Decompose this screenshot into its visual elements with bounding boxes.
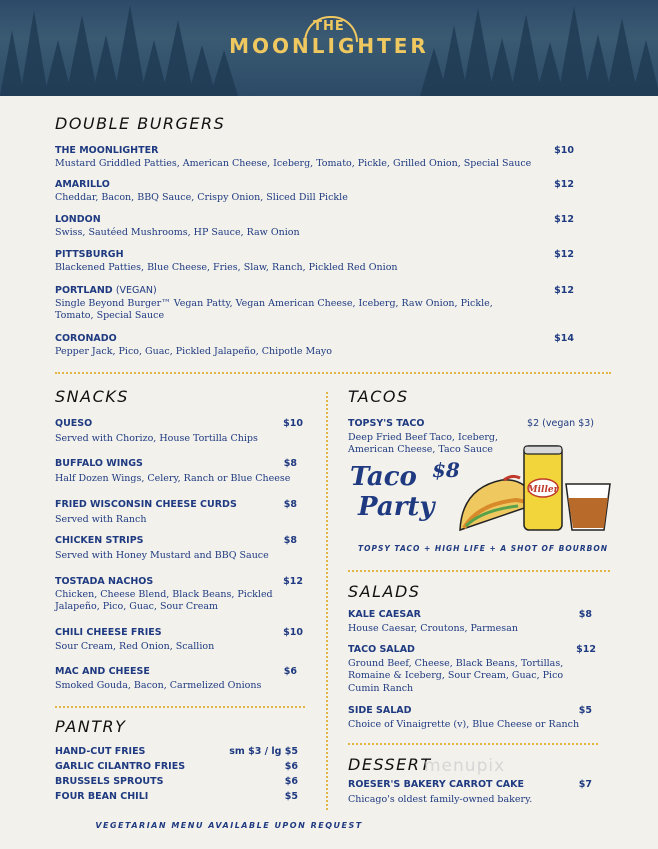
item-name: AMARILLO	[55, 179, 110, 190]
bourbon-shot-icon	[566, 484, 610, 530]
item-price: $12	[554, 249, 574, 260]
item-description: Deep Fried Beef Taco, Iceberg,	[348, 431, 499, 443]
menu-item	[55, 761, 185, 774]
beer-can-icon	[524, 446, 562, 530]
item-description: American Cheese, Taco Sauce	[348, 444, 493, 455]
item-description: Choice of Vinaigrette (v), Blue Cheese or Ranch	[348, 718, 580, 730]
item-name: MAC AND CHEESE	[55, 666, 150, 677]
item-price: sm $3 / lg $5	[229, 746, 298, 757]
item-price: $12	[554, 179, 574, 190]
item-description: Chicken, Cheese Blend, Black Beans, Pickled	[55, 588, 273, 600]
item-name: HAND-CUT FRIES	[55, 746, 146, 757]
menu-item	[55, 214, 300, 239]
can-label: Miller	[527, 485, 559, 495]
menu-item	[55, 333, 332, 358]
item-description: Sour Cream, Red Onion, Scallion	[55, 640, 215, 652]
item-price: $10	[554, 145, 574, 156]
item-description: House Caesar, Croutons, Parmesan	[348, 622, 518, 634]
section-title-salads: SALADS	[348, 582, 421, 601]
section-title-snacks: SNACKS	[55, 387, 129, 406]
item-name: PITTSBURGH	[55, 249, 124, 260]
item-description: Jalapeño, Pico, Guac, Sour Cream	[55, 601, 219, 612]
menu-item	[55, 666, 261, 692]
item-price: $14	[554, 333, 574, 344]
menu-item	[55, 285, 493, 323]
item-description: Ground Beef, Cheese, Black Beans, Tortillas,	[348, 657, 564, 669]
taco-party-promo	[348, 444, 613, 554]
item-price: $10	[283, 418, 303, 429]
item-price: $5	[578, 705, 592, 716]
item-description: Blackened Patties, Blue Cheese, Fries, Slaw, Ranch, Pickled Red Onion	[55, 261, 398, 273]
section-divider	[55, 372, 611, 374]
item-price: $7	[578, 779, 592, 790]
item-description: Smoked Gouda, Bacon, Carmelized Onions	[55, 679, 262, 691]
item-name: GARLIC CILANTRO FRIES	[55, 761, 186, 772]
item-name: CHILI CHEESE FRIES	[55, 627, 162, 638]
promo-price: $8	[432, 458, 460, 482]
menu-item	[55, 776, 163, 789]
item-description: Cumin Ranch	[348, 682, 414, 694]
section-divider	[348, 570, 610, 572]
item-name: TOSTADA NACHOS	[55, 576, 154, 587]
menupix-watermark: menupix	[424, 756, 506, 776]
item-name: CORONADO	[55, 333, 117, 344]
column-divider	[326, 392, 328, 810]
item-price: $12	[283, 576, 303, 587]
promo-title-line1: Taco	[350, 462, 417, 492]
menu-item	[55, 458, 290, 485]
item-name: SIDE SALAD	[348, 705, 412, 716]
section-title-tacos: TACOS	[348, 387, 409, 406]
item-description: Served with Chorizo, House Tortilla Chips	[55, 432, 258, 444]
menu-item	[55, 418, 258, 445]
logo-name: MOONLIGHTER	[229, 34, 429, 58]
menu-item	[348, 705, 579, 731]
item-price: $8	[283, 499, 297, 510]
section-title-burgers: DOUBLE BURGERS	[55, 114, 226, 133]
promo-detail: TOPSY TACO + HIGH LIFE + A SHOT OF BOURBON	[358, 544, 608, 553]
menu-item	[55, 746, 145, 759]
menu-item	[348, 644, 563, 695]
item-name: CHICKEN STRIPS	[55, 535, 144, 546]
header-banner	[0, 0, 658, 96]
menu-item	[348, 779, 532, 806]
item-price: $10	[283, 627, 303, 638]
section-title-dessert: DESSERT	[348, 755, 432, 774]
item-name: PORTLAND	[55, 285, 113, 296]
promo-title-line2: Party	[358, 492, 435, 522]
menu-item	[55, 249, 398, 274]
item-name: KALE CAESAR	[348, 609, 421, 620]
item-name: FRIED WISCONSIN CHEESE CURDS	[55, 499, 237, 510]
vegetarian-note: VEGETARIAN MENU AVAILABLE UPON REQUEST	[95, 821, 363, 830]
item-price: $6	[284, 776, 298, 787]
section-divider	[348, 743, 598, 745]
item-description: Single Beyond Burger™ Vegan Patty, Vegan American Cheese, Iceberg, Raw Onion, Pickle,	[55, 297, 493, 309]
item-price: $2 (vegan $3)	[527, 418, 594, 429]
item-description: Pepper Jack, Pico, Guac, Pickled Jalapeño, Chipotle Mayo	[55, 345, 332, 357]
item-price: $8	[578, 609, 592, 620]
item-name: TOPSY'S TACO	[348, 418, 425, 429]
item-description: Chicago's oldest family-owned bakery.	[348, 793, 533, 805]
item-description: Tomato, Special Sauce	[55, 310, 165, 321]
menu-item	[55, 179, 348, 204]
item-name: LONDON	[55, 214, 101, 225]
item-name: FOUR BEAN CHILI	[55, 791, 149, 802]
menu-item	[55, 627, 214, 653]
item-description: Served with Ranch	[55, 513, 147, 525]
logo-the: THE	[313, 19, 345, 34]
menu-item	[55, 791, 148, 804]
item-price: $6	[284, 761, 298, 772]
menu-item	[55, 499, 237, 526]
item-description: Mustard Griddled Patties, American Cheese, Iceberg, Tomato, Pickle, Grilled Onion, Special Sauce	[55, 157, 532, 169]
item-price: $12	[554, 214, 574, 225]
item-price: $12	[576, 644, 596, 655]
item-note: (VEGAN)	[115, 285, 157, 296]
item-price: $8	[283, 535, 297, 546]
item-price: $8	[283, 458, 297, 469]
item-name: BUFFALO WINGS	[55, 458, 143, 469]
menu-item	[55, 576, 273, 614]
item-name: THE MOONLIGHTER	[55, 145, 159, 156]
taco-beer-shot-illustration	[456, 444, 616, 536]
item-name: ROESER'S BAKERY CARROT CAKE	[348, 779, 525, 790]
section-title-pantry: PANTRY	[55, 717, 127, 736]
section-divider	[55, 706, 305, 708]
item-description: Half Dozen Wings, Celery, Ranch or Blue Cheese	[55, 472, 291, 484]
item-price: $12	[554, 285, 574, 296]
item-description: Served with Honey Mustard and BBQ Sauce	[55, 549, 269, 561]
item-name: TACO SALAD	[348, 644, 415, 655]
menu-item	[348, 609, 518, 635]
menu-item	[55, 145, 531, 170]
menu-item	[55, 535, 269, 562]
item-name: BRUSSELS SPROUTS	[55, 776, 164, 787]
item-description: Swiss, Sautéed Mushrooms, HP Sauce, Raw Onion	[55, 226, 300, 238]
item-price: $6	[283, 666, 297, 677]
item-price: $5	[284, 791, 298, 802]
item-description: Romaine & Iceberg, Sour Cream, Guac, Pico	[348, 670, 564, 681]
moonlighter-logo	[218, 20, 440, 70]
item-name: QUESO	[55, 418, 93, 429]
item-description: Cheddar, Bacon, BBQ Sauce, Crispy Onion, Sliced Dill Pickle	[55, 191, 348, 203]
